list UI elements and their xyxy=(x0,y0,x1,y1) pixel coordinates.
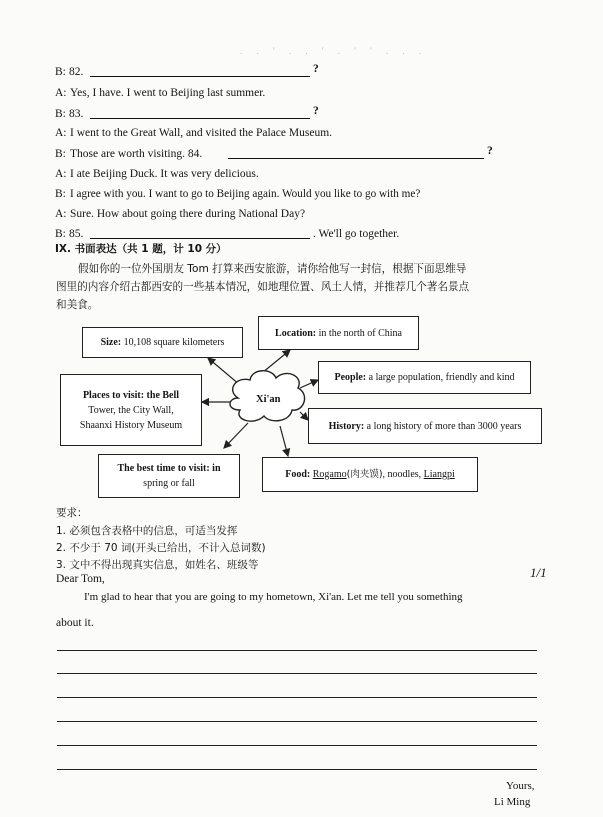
mindmap-size-box xyxy=(82,327,243,358)
dialogue-text: I agree with you. I want to go to Beijing again. Would you like to go with me? xyxy=(70,188,421,200)
speaker-a: A: xyxy=(55,87,67,99)
question-number: 85. xyxy=(69,228,84,240)
mindmap-center-label: Xi'an xyxy=(256,394,281,405)
mindmap-history-box xyxy=(308,408,542,444)
writing-line-5[interactable] xyxy=(57,745,537,746)
speaker-b: B: xyxy=(55,108,66,120)
people-label: People: xyxy=(334,372,367,383)
faint-header-marks: . . ' . . ' . ' ' . . . xyxy=(240,46,428,56)
speaker-a: A: xyxy=(55,168,67,180)
history-text: a long history of more than 3000 years xyxy=(366,420,522,432)
question-number: 82. xyxy=(69,66,84,78)
dialogue-text: Those are worth visiting. 84. xyxy=(70,148,203,160)
food-mid: , noodles, xyxy=(382,469,424,480)
mindmap-places-box xyxy=(60,374,202,446)
dialogue-text: I ate Beijing Duck. It was very delicious. xyxy=(70,168,259,180)
mindmap-people-box xyxy=(318,361,531,394)
food-item-rogamo-cn: (肉夹馍) xyxy=(346,469,383,480)
requirement-item-1: 1. 必须包含表格中的信息，可适当发挥 xyxy=(56,525,238,537)
size-label: Size: xyxy=(100,337,122,348)
writing-line-3[interactable] xyxy=(57,697,537,698)
places-line2: Tower, the City Wall, xyxy=(88,404,174,416)
speaker-b: B: xyxy=(55,188,66,200)
location-label: Location: xyxy=(275,327,317,339)
speaker-b: B: xyxy=(55,228,66,240)
mindmap-location-box xyxy=(258,316,419,350)
places-line1: Places to visit: the Bell xyxy=(82,389,180,401)
location-text: in the north of China xyxy=(318,327,402,339)
section-intro-line2: 图里的内容介绍古都西安的一些基本情况，如地理位置、风土人情，并推荐几个著名景点 xyxy=(56,281,470,293)
requirement-item-2: 2. 不少于 70 词(开头已给出，不计入总词数) xyxy=(56,542,266,554)
people-text: a large population, friendly and kind xyxy=(368,372,515,383)
history-label: History: xyxy=(328,420,365,432)
speaker-b: B: xyxy=(55,66,66,78)
requirement-item-3: 3. 文中不得出现真实信息，如姓名、班级等 xyxy=(56,559,259,571)
dialogue-text: Yes, I have. I went to Beijing last summer. xyxy=(70,87,266,99)
requirements-heading: 要求： xyxy=(56,507,88,519)
mindmap-food-box xyxy=(262,457,478,492)
best-time-line1: The best time to visit: in xyxy=(117,463,221,474)
dialogue-text: . We'll go together. xyxy=(313,228,400,240)
places-line3: Shaanxi History Museum xyxy=(79,419,183,431)
question-number: 83. xyxy=(69,108,84,120)
writing-line-4[interactable] xyxy=(57,721,537,722)
food-item-rogamo: Rogamo xyxy=(312,469,347,480)
letter-greeting: Dear Tom, xyxy=(56,573,105,585)
food-label: Food: xyxy=(285,469,311,480)
food-item-liangpi: Liangpi xyxy=(423,469,455,480)
dialogue-text: Sure. How about going there during National Day? xyxy=(70,208,306,220)
letter-opening-line1: I'm glad to hear that you are going to my hometown, Xi'an. Let me tell you something xyxy=(84,591,463,603)
question-mark: ? xyxy=(313,63,319,75)
question-mark: ? xyxy=(487,145,493,157)
best-time-line2: spring or fall xyxy=(143,478,195,489)
writing-line-1[interactable] xyxy=(57,650,537,651)
writing-line-6[interactable] xyxy=(57,769,537,770)
question-mark: ? xyxy=(313,105,319,117)
speaker-a: A: xyxy=(55,208,67,220)
margin-handwritten-mark: 1/1 xyxy=(530,565,547,580)
writing-line-2[interactable] xyxy=(57,673,537,674)
section-heading: IX. 书面表达（共 1 题，计 10 分） xyxy=(55,243,227,255)
letter-signature: Li Ming xyxy=(494,796,531,808)
letter-closing: Yours, xyxy=(506,780,535,792)
section-intro-line1: 假如你的一位外国朋友 Tom 打算来西安旅游，请你给他写一封信，根据下面思维导 xyxy=(78,263,467,275)
mindmap-best-time-box xyxy=(98,454,240,498)
letter-opening-line2: about it. xyxy=(56,617,94,629)
speaker-a: A: xyxy=(55,127,67,139)
section-intro-line3: 和美食。 xyxy=(56,299,99,311)
dialogue-text: I went to the Great Wall, and visited the Palace Museum. xyxy=(70,127,333,139)
speaker-b: B: xyxy=(55,148,66,160)
size-text: 10,108 square kilometers xyxy=(123,337,225,348)
